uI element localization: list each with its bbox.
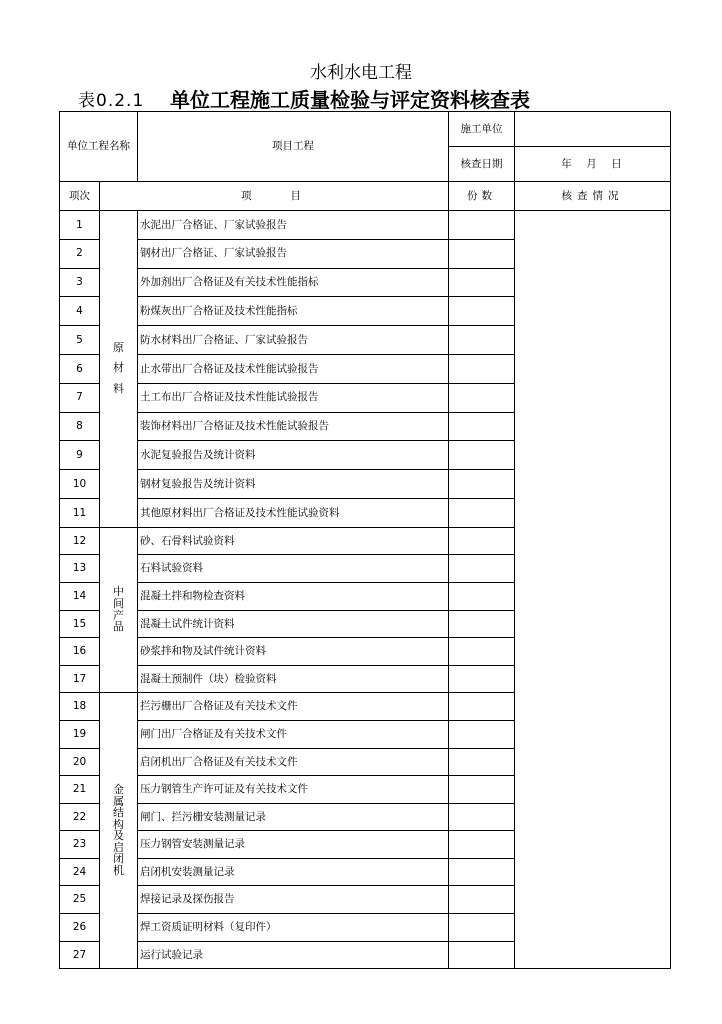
row-count-cell[interactable] <box>449 383 515 412</box>
row-number: 20 <box>60 748 100 776</box>
row-item-text: 启闭机安装测量记录 <box>138 858 449 886</box>
table-row <box>60 211 671 240</box>
row-item-text: 焊接记录及探伤报告 <box>138 886 449 914</box>
row-count-cell[interactable] <box>449 914 515 942</box>
row-count-cell[interactable] <box>449 886 515 914</box>
row-number: 27 <box>60 941 100 969</box>
column-header-item: 项 目 <box>100 182 449 211</box>
group-label-raw-materials-cell <box>100 211 138 528</box>
row-item-text: 止水带出厂合格证及技术性能试验报告 <box>138 354 449 383</box>
group-label-intermediate-products: 中间产品 <box>113 585 124 634</box>
row-count-cell[interactable] <box>449 297 515 326</box>
row-number: 15 <box>60 610 100 638</box>
row-number: 21 <box>60 776 100 804</box>
row-item-text: 闸门出厂合格证及有关技术文件 <box>138 720 449 748</box>
row-item-text: 水泥复验报告及统计资料 <box>138 441 449 470</box>
row-number: 13 <box>60 555 100 583</box>
group-label-intermediate-products-cell <box>100 527 138 693</box>
column-header-count: 份数 <box>449 182 515 211</box>
row-count-cell[interactable] <box>449 498 515 527</box>
row-count-cell[interactable] <box>449 268 515 297</box>
row-count-cell[interactable] <box>449 211 515 240</box>
row-item-text: 钢材出厂合格证、厂家试验报告 <box>138 239 449 268</box>
row-count-cell[interactable] <box>449 941 515 969</box>
row-item-text: 混凝土拌和物检查资料 <box>138 582 449 610</box>
row-count-cell[interactable] <box>449 638 515 666</box>
row-number: 6 <box>60 354 100 383</box>
row-count-cell[interactable] <box>449 831 515 859</box>
row-number: 24 <box>60 858 100 886</box>
row-item-text: 混凝土预制件（块）检验资料 <box>138 665 449 693</box>
row-count-cell[interactable] <box>449 693 515 721</box>
row-item-text: 装饰材料出厂合格证及技术性能试验报告 <box>138 412 449 441</box>
row-number: 2 <box>60 239 100 268</box>
row-item-text: 粉煤灰出厂合格证及技术性能指标 <box>138 297 449 326</box>
row-count-cell[interactable] <box>449 665 515 693</box>
group-label-raw-materials: 原材料 <box>113 340 124 396</box>
row-count-cell[interactable] <box>449 748 515 776</box>
row-item-text: 水泥出厂合格证、厂家试验报告 <box>138 211 449 240</box>
row-number: 17 <box>60 665 100 693</box>
row-item-text: 砂浆拌和物及试件统计资料 <box>138 638 449 666</box>
row-item-text: 拦污栅出厂合格证及有关技术文件 <box>138 693 449 721</box>
row-count-cell[interactable] <box>449 239 515 268</box>
row-number: 7 <box>60 383 100 412</box>
group-label-metal-structures: 金属结构及启闭机 <box>113 783 124 877</box>
row-number: 10 <box>60 470 100 499</box>
row-item-text: 钢材复验报告及统计资料 <box>138 470 449 499</box>
row-count-cell[interactable] <box>449 858 515 886</box>
row-item-text: 防水材料出厂合格证、厂家试验报告 <box>138 326 449 355</box>
row-number: 1 <box>60 211 100 240</box>
construction-unit-value <box>515 112 671 147</box>
row-item-text: 石料试验资料 <box>138 555 449 583</box>
row-item-text: 混凝土试件统计资料 <box>138 610 449 638</box>
row-number: 8 <box>60 412 100 441</box>
row-count-cell[interactable] <box>449 610 515 638</box>
row-count-cell[interactable] <box>449 354 515 383</box>
inspection-table <box>59 111 671 969</box>
row-item-text: 焊工资质证明材料（复印件） <box>138 914 449 942</box>
row-item-text: 压力钢管生产许可证及有关技术文件 <box>138 776 449 804</box>
row-item-text: 运行试验记录 <box>138 941 449 969</box>
row-count-cell[interactable] <box>449 803 515 831</box>
row-item-text: 启闭机出厂合格证及有关技术文件 <box>138 748 449 776</box>
row-item-text: 闸门、拦污栅安装测量记录 <box>138 803 449 831</box>
row-item-text: 压力钢管安装测量记录 <box>138 831 449 859</box>
row-item-text: 其他原材料出厂合格证及技术性能试验资料 <box>138 498 449 527</box>
document-title: 单位工程施工质量检验与评定资料核查表 <box>170 88 530 112</box>
construction-unit-label: 施工单位 <box>449 112 515 147</box>
row-count-cell[interactable] <box>449 555 515 583</box>
group-label-metal-structures-cell <box>100 693 138 969</box>
row-count-cell[interactable] <box>449 776 515 804</box>
check-date-value: 年 月 日 <box>515 147 671 182</box>
row-number: 4 <box>60 297 100 326</box>
table-body <box>60 211 671 969</box>
row-number: 26 <box>60 914 100 942</box>
row-number: 18 <box>60 693 100 721</box>
row-item-text: 土工布出厂合格证及技术性能试验报告 <box>138 383 449 412</box>
row-number: 14 <box>60 582 100 610</box>
row-count-cell[interactable] <box>449 441 515 470</box>
status-cell[interactable] <box>515 211 671 969</box>
row-number: 23 <box>60 831 100 859</box>
row-number: 3 <box>60 268 100 297</box>
row-number: 19 <box>60 720 100 748</box>
document-supertitle: 水利水电工程 <box>310 63 412 83</box>
row-count-cell[interactable] <box>449 412 515 441</box>
row-count-cell[interactable] <box>449 470 515 499</box>
check-date-label: 核查日期 <box>449 147 515 182</box>
row-number: 25 <box>60 886 100 914</box>
row-item-text: 砂、石骨料试验资料 <box>138 527 449 555</box>
row-count-cell[interactable] <box>449 582 515 610</box>
row-count-cell[interactable] <box>449 326 515 355</box>
column-header-status: 核查情况 <box>515 182 671 211</box>
table-code: 表0.2.1 <box>78 91 145 111</box>
row-number: 9 <box>60 441 100 470</box>
row-number: 12 <box>60 527 100 555</box>
row-number: 11 <box>60 498 100 527</box>
unit-project-value: 项目工程 <box>138 112 449 182</box>
unit-project-label: 单位工程名称 <box>60 112 138 182</box>
column-header-seq: 项次 <box>60 182 100 211</box>
row-number: 22 <box>60 803 100 831</box>
row-count-cell[interactable] <box>449 527 515 555</box>
row-number: 16 <box>60 638 100 666</box>
row-item-text: 外加剂出厂合格证及有关技术性能指标 <box>138 268 449 297</box>
row-count-cell[interactable] <box>449 720 515 748</box>
row-number: 5 <box>60 326 100 355</box>
